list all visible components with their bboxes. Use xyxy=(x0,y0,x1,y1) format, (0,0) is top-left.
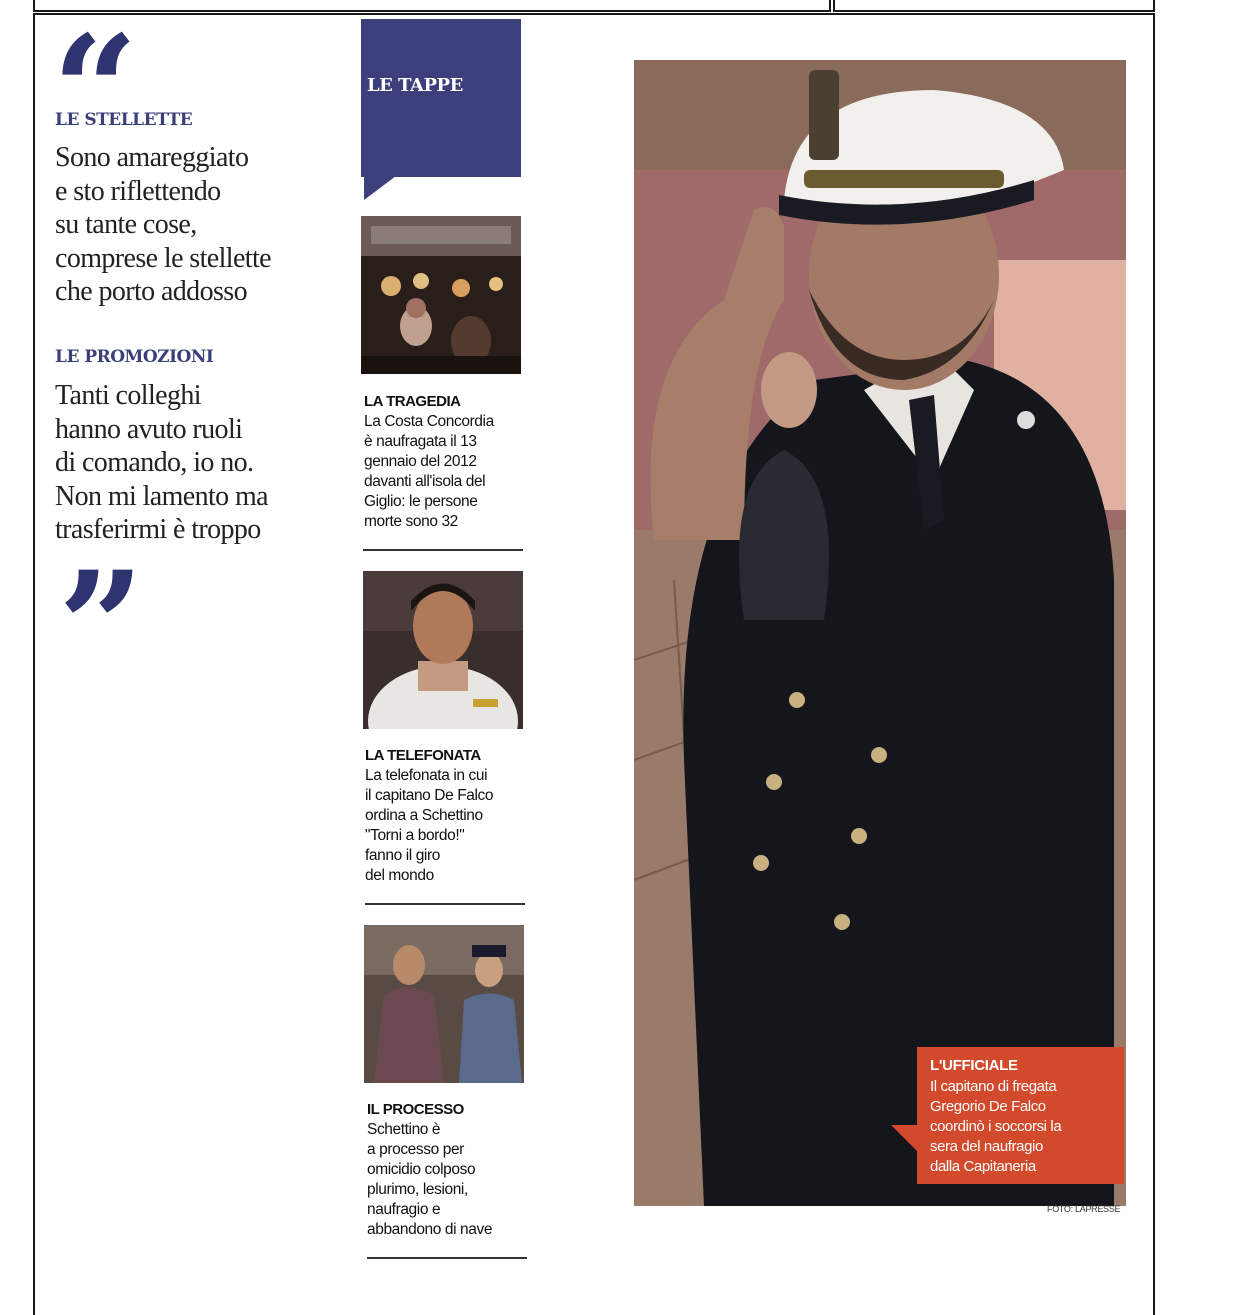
quote-line: trasferirmi è troppo xyxy=(55,514,261,545)
thumb-telefonata xyxy=(363,571,523,729)
photo-caption-body: Il capitano di fregata Gregorio De Falco coordinò i soccorsi la sera del naufragio dalla Capitaneria xyxy=(930,1078,1062,1175)
quote-line: su tante cose, xyxy=(55,209,197,240)
quote-line: di comando, io no. xyxy=(55,447,254,478)
caption-body-telefonata: La telefonata in cui il capitano De Falco ordina a Schettino "Torni a bordo!" fanno il giro del mondo xyxy=(365,767,494,884)
label-notch-icon xyxy=(891,1125,917,1151)
tappe-header-box xyxy=(361,19,521,177)
caption-heading-tragedia: LA TRAGEDIA xyxy=(364,393,461,410)
caption-body-tragedia: La Costa Concordia è naufragata il 13 gennaio del 2012 davanti all'isola del Giglio: le persone morte sono 32 xyxy=(364,413,494,530)
kicker-stellette: LE STELLETTE xyxy=(55,110,193,130)
kicker-promozioni: LE PROMOZIONI xyxy=(55,347,214,367)
main-photo-officer xyxy=(634,60,1126,1206)
quote-line: Non mi lamento ma xyxy=(55,480,268,512)
quote-text-promozioni xyxy=(55,379,335,547)
caption-heading-processo: IL PROCESSO xyxy=(367,1101,464,1118)
thumb-tragedia xyxy=(361,216,521,374)
photo-caption-heading: L'UFFICIALE xyxy=(930,1057,1018,1074)
quote-line: e sto riflettendo xyxy=(55,175,221,207)
speech-tail-icon xyxy=(364,176,396,200)
top-frame-right xyxy=(833,0,1155,12)
quote-line: Tanti colleghi xyxy=(55,380,201,411)
quote-line: che porto addosso xyxy=(55,276,247,307)
tappe-title: LE TAPPE xyxy=(367,75,463,96)
caption-heading-telefonata: LA TELEFONATA xyxy=(365,747,481,764)
thumb-processo xyxy=(364,925,524,1083)
divider xyxy=(367,1257,527,1259)
photo-credit: FOTO: LAPRESSE xyxy=(1047,1204,1121,1214)
top-frame-left xyxy=(33,0,831,12)
quote-line: comprese le stellette xyxy=(55,242,271,274)
quote-line: Sono amareggiato xyxy=(55,142,249,173)
divider xyxy=(365,903,525,905)
caption-body-processo: Schettino è a processo per omicidio colposo plurimo, lesioni, naufragio e abbandono di nave xyxy=(367,1121,493,1238)
divider xyxy=(363,549,523,551)
quote-line: hanno avuto ruoli xyxy=(55,413,243,445)
quote-text-stellette xyxy=(55,141,335,309)
close-quote-icon xyxy=(58,552,144,632)
open-quote-icon xyxy=(52,16,138,96)
